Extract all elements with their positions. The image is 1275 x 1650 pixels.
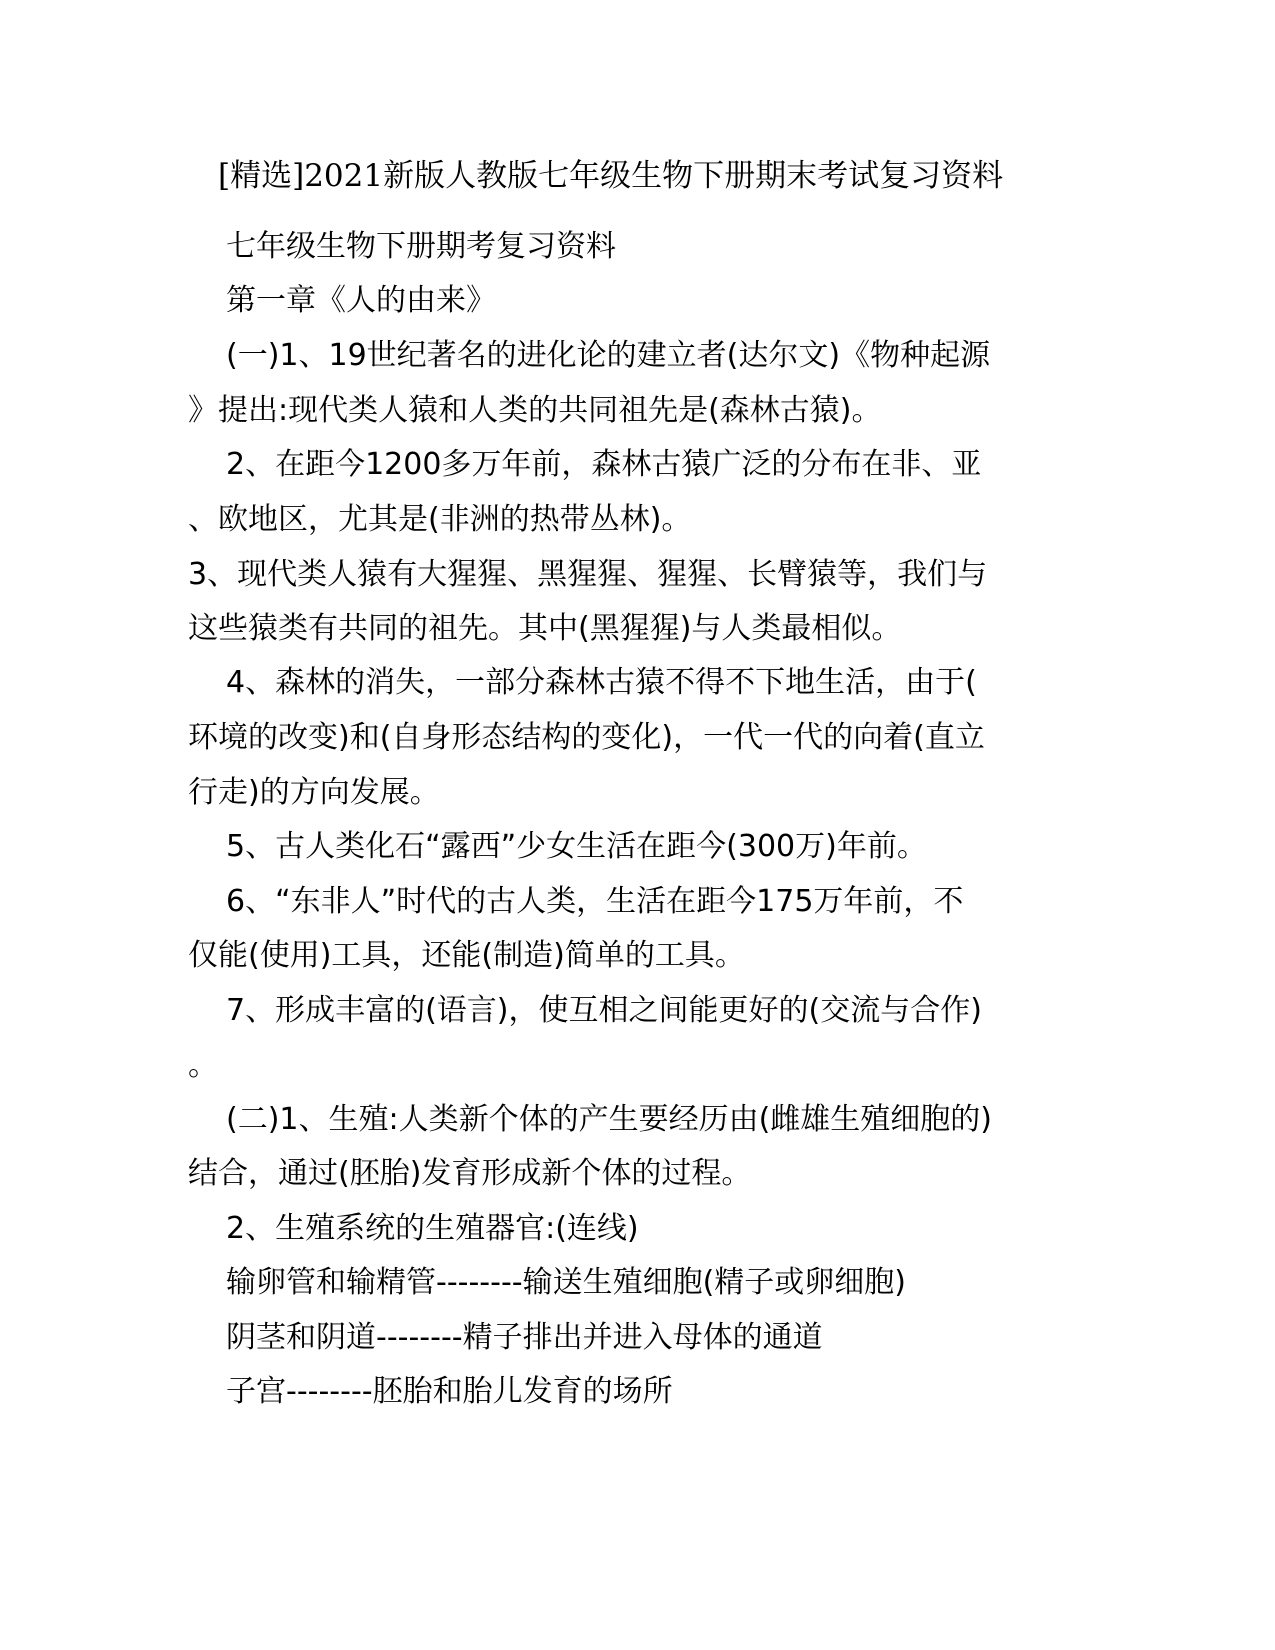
text-line: 》提出:现代类人猿和人类的共同祖先是(森林古猿)。 xyxy=(188,393,882,428)
text-line: 3、现代类人猿有大猩猩、黑猩猩、猩猩、长臂猿等，我们与 xyxy=(188,557,988,592)
text-line: (二)1、生殖:人类新个体的产生要经历由(雌雄生殖细胞的) xyxy=(226,1102,993,1137)
text-line: 七年级生物下册期考复习资料 xyxy=(226,229,616,264)
text-line: 环境的改变)和(自身形态结构的变化)，一代一代的向着(直立 xyxy=(188,720,985,755)
text-line: 这些猿类有共同的祖先。其中(黑猩猩)与人类最相似。 xyxy=(188,611,902,646)
text-line: (一)1、19世纪著名的进化论的建立者(达尔文)《物种起源 xyxy=(226,338,991,373)
text-line: 子宫--------胚胎和胎儿发育的场所 xyxy=(226,1374,673,1409)
text-line: 阴茎和阴道--------精子排出并进入母体的通道 xyxy=(226,1320,823,1355)
text-line: 、欧地区，尤其是(非洲的热带丛林)。 xyxy=(188,502,692,537)
text-line: 行走)的方向发展。 xyxy=(188,775,440,810)
text-line: 4、森林的消失，一部分森林古猿不得不下地生活，由于( xyxy=(226,665,977,700)
text-line: 7、形成丰富的(语言)，使互相之间能更好的(交流与合作) xyxy=(226,993,982,1028)
text-line: 5、古人类化石“露西”少女生活在距今(300万)年前。 xyxy=(226,829,927,864)
text-line: 2、生殖系统的生殖器官:(连线) xyxy=(226,1211,639,1246)
text-line: 6、“东非人”时代的古人类，生活在距今175万年前，不 xyxy=(226,884,964,919)
chapter-heading: 第一章《人的由来》 xyxy=(226,283,496,318)
text-line: 输卵管和输精管--------输送生殖细胞(精子或卵细胞) xyxy=(226,1265,907,1300)
text-line: 仅能(使用)工具，还能(制造)简单的工具。 xyxy=(188,938,745,973)
document-title: [精选]2021新版人教版七年级生物下册期末考试复习资料 xyxy=(218,158,1004,194)
text-line: 2、在距今1200多万年前，森林古猿广泛的分布在非、亚 xyxy=(226,447,982,482)
text-line: 。 xyxy=(188,1048,218,1083)
text-line: 结合，通过(胚胎)发育形成新个体的过程。 xyxy=(188,1156,752,1191)
